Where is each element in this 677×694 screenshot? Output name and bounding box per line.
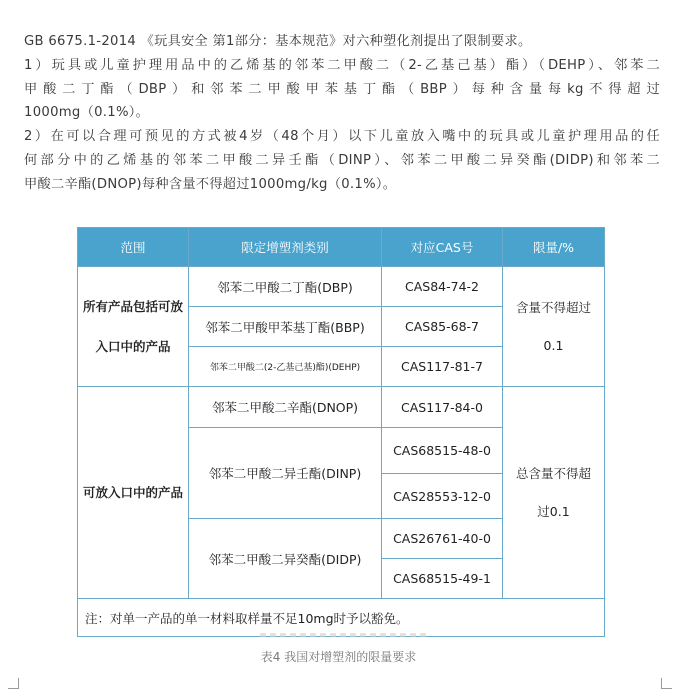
plasticizer-limits-table	[77, 227, 605, 637]
item-2-line-3: 甲酸二辛酯(DNOP)每种含量不得超过1000mg/kg（0.1%）。	[24, 176, 397, 192]
plasticizer-name: 邻苯二甲酸二异癸酯(DIDP)	[189, 519, 382, 599]
item-1-line-3: 1000mg（0.1%）。	[24, 105, 150, 121]
cas-number: CAS85-68-7	[382, 307, 503, 347]
item-2-line-2: 何部分中的乙烯基的邻苯二甲酸二异壬酯（DINP）、邻苯二甲酸二异癸酯(DIDP)和邻苯二	[24, 152, 660, 168]
plasticizer-name: 邻苯二甲酸二(2-乙基己基)酯)(DEHP)	[189, 347, 382, 387]
limit-value: 含量不得超过0.1	[503, 267, 605, 387]
cas-number: CAS117-84-0	[382, 387, 503, 428]
header-limit: 限量/%	[503, 228, 605, 267]
table-note-row	[78, 599, 605, 637]
table-row	[78, 267, 605, 307]
limit-value: 总含量不得超过0.1	[503, 387, 605, 599]
scope-all-products: 所有产品包括可放入口中的产品	[78, 267, 189, 387]
header-scope: 范围	[78, 228, 189, 267]
plasticizer-name: 邻苯二甲酸二丁酯(DBP)	[189, 267, 382, 307]
cas-number: CAS68515-49-1	[382, 559, 503, 599]
header-plasticizer-type: 限定增塑剂类别	[189, 228, 382, 267]
scope-mouthable-products: 可放入口中的产品	[78, 387, 189, 599]
cas-number: CAS84-74-2	[382, 267, 503, 307]
item-2-line-1: 2）在可以合理可预见的方式被4岁（48个月）以下儿童放入嘴中的玩具或儿童护理用品的任	[24, 129, 660, 145]
table-caption: 表4 我国对增塑剂的限量要求	[260, 650, 417, 664]
corner-bracket	[661, 678, 672, 689]
intro-line: GB 6675.1-2014 《玩具安全 第1部分：基本规范》对六种塑化剂提出了限制要求。	[24, 34, 532, 49]
cas-number: CAS68515-48-0	[382, 428, 503, 474]
corner-bracket	[8, 678, 19, 689]
article-text	[24, 30, 660, 197]
plasticizer-name: 邻苯二甲酸甲苯基丁酯(BBP)	[189, 307, 382, 347]
limits-table-container	[77, 227, 604, 637]
faded-text-strip	[260, 633, 430, 637]
table-row	[78, 387, 605, 428]
plasticizer-name: 邻苯二甲酸二辛酯(DNOP)	[189, 387, 382, 428]
cas-number: CAS117-81-7	[382, 347, 503, 387]
table-header-row	[78, 228, 605, 267]
table-note: 注：对单一产品的单一材料取样量不足10mg时予以豁免。	[78, 599, 605, 637]
item-1-line-2: 甲酸二丁酯（DBP）和邻苯二甲酸甲苯基丁酯（BBP）每种含量每kg不得超过	[24, 81, 660, 97]
cas-number: CAS26761-40-0	[382, 519, 503, 559]
header-cas-number: 对应CAS号	[382, 228, 503, 267]
item-1-line-1: 1）玩具或儿童护理用品中的乙烯基的邻苯二甲酸二（2-乙基己基）酯）（DEHP）、邻苯二	[24, 57, 660, 73]
plasticizer-name: 邻苯二甲酸二异壬酯(DINP)	[189, 428, 382, 519]
cas-number: CAS28553-12-0	[382, 474, 503, 519]
